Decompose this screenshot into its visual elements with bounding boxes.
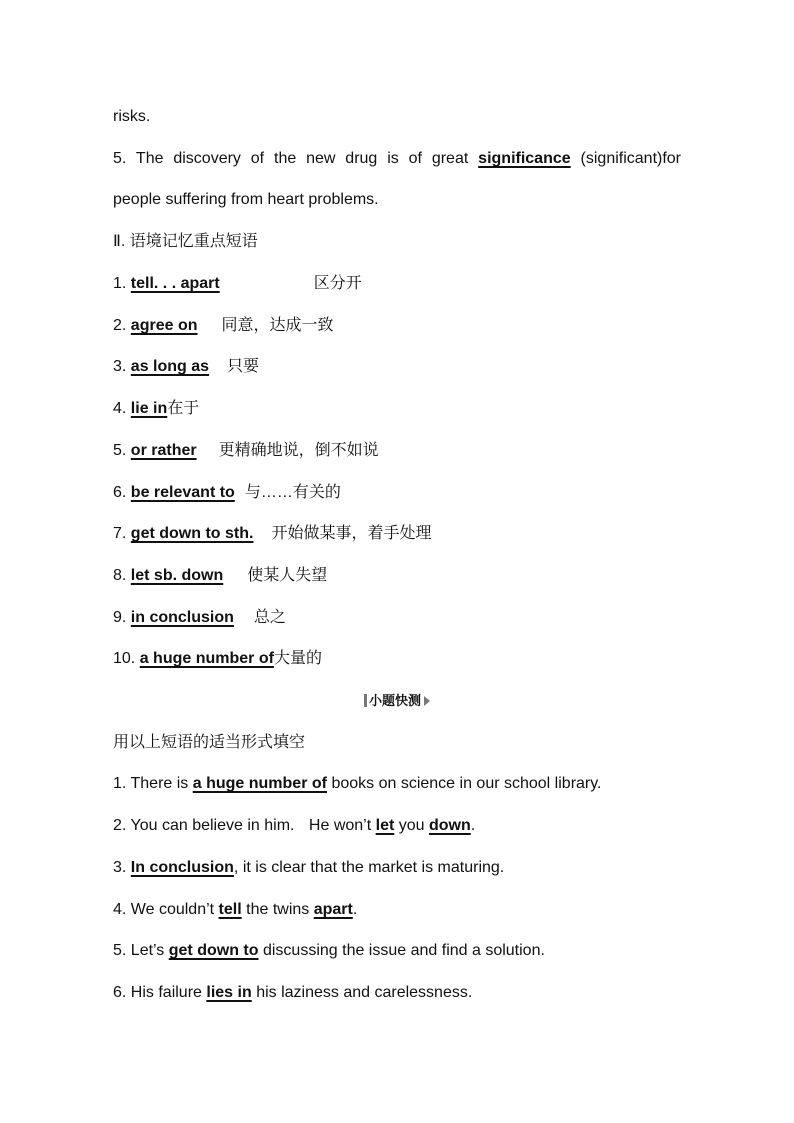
exercise-item [113,939,681,963]
answer-blank: In conclusion [130,859,234,876]
text-fragment: people suffering from heart problems. [113,191,379,208]
phrase-item [113,481,681,505]
section-heading: Ⅱ. 语境记忆重点短语 [113,233,258,250]
text-fragment: 5. The discovery of the new drug is of great [113,150,469,167]
text-fragment: 3. [113,859,127,876]
text-fragment: He won’t [308,817,372,834]
text-line [113,188,681,212]
phrase-en: as long as [130,358,210,375]
phrase-item [113,522,681,546]
phrase-item [113,606,681,630]
answer-blank: lies in [206,984,252,1001]
phrase-en: tell. . . apart [130,275,220,292]
text-line [113,105,681,129]
answer-blank: tell [218,901,242,918]
text-fragment: risks. [113,108,151,125]
answer-blank: down [429,817,471,834]
phrase-item [113,564,681,588]
answer-blank: a huge number of [192,775,327,792]
bar-marker-icon [364,694,367,707]
item-number: 9. [113,609,127,626]
section-title [113,230,681,254]
phrase-en: or rather [130,442,197,459]
phrase-en: get down to sth. [130,525,254,542]
quick-test-banner [0,689,794,713]
text-fragment: 1. There is [113,775,189,792]
item-number: 2. [113,317,127,334]
instruction [113,731,681,755]
phrase-zh: 与……有关的 [244,484,341,501]
answer-blank: get down to [168,942,259,959]
item-number: 8. [113,567,127,584]
exercise-item [113,814,681,838]
item-number: 6. [113,484,127,501]
sentence-5 [113,147,681,171]
phrase-zh: 大量的 [273,650,322,667]
text-fragment: books on science in our school library. [331,775,602,792]
quick-test-text: 小题快测 [368,693,421,708]
phrase-zh: 总之 [253,609,286,626]
text-fragment: you [398,817,425,834]
text-fragment: 5. Let’s [113,942,165,959]
phrase-en: lie in [130,400,168,417]
phrase-item [113,355,681,379]
phrase-item [113,272,681,296]
text-fragment: his laziness and carelessness. [256,984,473,1001]
item-number: 5. [113,442,127,459]
item-number: 10. [113,650,136,667]
answer-blank: significance [478,150,571,167]
phrase-item [113,314,681,338]
answer-blank: apart [313,901,353,918]
triangle-right-icon [424,696,430,706]
answer-blank: let [375,817,395,834]
item-number: 3. [113,358,127,375]
text-fragment: discussing the issue and find a solution. [262,942,545,959]
text-fragment: 2. You can believe in him. [113,817,295,834]
phrase-zh: 同意，达成一致 [221,317,334,334]
phrase-en: let sb. down [130,567,224,584]
exercise-item [113,856,681,880]
phrase-item [113,397,681,421]
exercise-item [113,772,681,796]
item-number: 7. [113,525,127,542]
phrase-zh: 使某人失望 [247,567,328,584]
phrase-en: be relevant to [130,484,235,501]
text-fragment: the twins [246,901,310,918]
phrase-en: a huge number of [139,650,274,667]
exercise-item [113,981,681,1005]
phrase-item [113,647,681,671]
phrase-en: in conclusion [130,609,234,626]
phrase-zh: 只要 [227,358,260,375]
phrase-zh: 在于 [167,400,200,417]
text-fragment: , it is clear that the market is maturing. [233,859,505,876]
text-fragment: 4. We couldn’t [113,901,215,918]
phrase-zh: 开始做某事，着手处理 [271,525,432,542]
phrase-zh: 更精确地说，倒不如说 [218,442,379,459]
text-fragment: (significant)for [580,150,682,167]
text-fragment: 6. His failure [113,984,202,1001]
text-fragment: . [470,817,476,834]
phrase-zh: 区分开 [313,275,362,292]
text-fragment: . [352,901,358,918]
instruction-text: 用以上短语的适当形式填空 [113,734,306,751]
phrase-en: agree on [130,317,198,334]
item-number: 4. [113,400,127,417]
quick-test-label [362,693,432,709]
phrase-item [113,439,681,463]
item-number: 1. [113,275,127,292]
exercise-item [113,898,681,922]
